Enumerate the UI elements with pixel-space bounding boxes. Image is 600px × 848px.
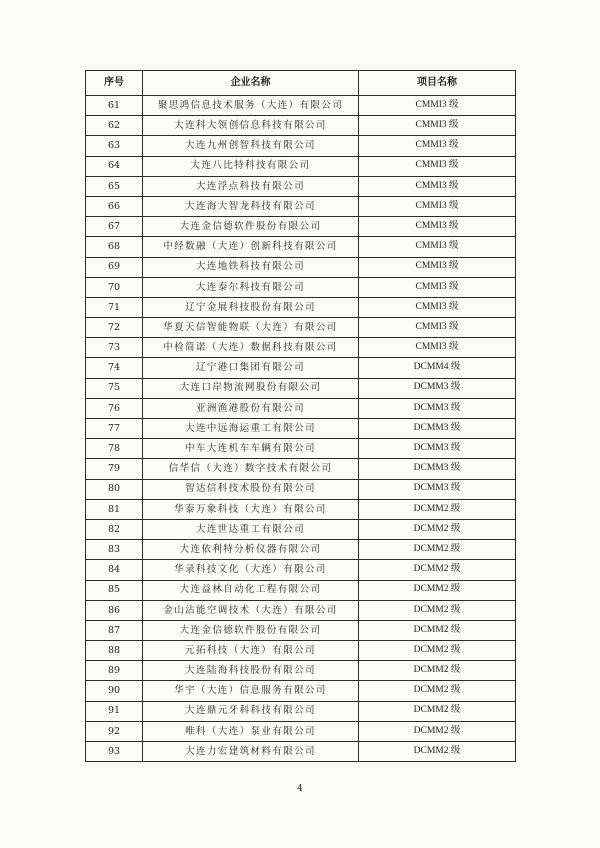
table-row [86, 742, 516, 762]
row-project: CMMI3 级 [359, 116, 516, 136]
row-company: 华宇（大连）信息服务有限公司 [143, 681, 359, 701]
row-project: DCMM3 级 [359, 479, 516, 499]
row-index: 69 [86, 257, 143, 277]
table-row [86, 499, 516, 519]
row-company: 唯科（大连）泵业有限公司 [143, 721, 359, 741]
row-index: 73 [86, 338, 143, 358]
table-row [86, 196, 516, 216]
table-row [86, 600, 516, 620]
row-index: 71 [86, 297, 143, 317]
table-row [86, 237, 516, 257]
header-company: 企业名称 [143, 71, 359, 96]
table-row [86, 641, 516, 661]
row-index: 93 [86, 742, 143, 762]
row-index: 91 [86, 701, 143, 721]
row-project: CMMI3 级 [359, 96, 516, 116]
table-row [86, 217, 516, 237]
table-row [86, 96, 516, 116]
row-company: 大连依利特分析仪器有限公司 [143, 540, 359, 560]
row-project: DCMM3 级 [359, 398, 516, 418]
row-index: 88 [86, 641, 143, 661]
row-company: 聚思鸿信息技术服务（大连）有限公司 [143, 96, 359, 116]
row-index: 72 [86, 318, 143, 338]
row-index: 62 [86, 116, 143, 136]
table-row [86, 116, 516, 136]
table-row [86, 519, 516, 539]
row-project: CMMI3 级 [359, 136, 516, 156]
row-project: DCMM2 级 [359, 519, 516, 539]
row-index: 85 [86, 580, 143, 600]
row-index: 61 [86, 96, 143, 116]
row-project: DCMM3 级 [359, 459, 516, 479]
row-project: DCMM2 级 [359, 540, 516, 560]
row-company: 中车大连机车车辆有限公司 [143, 439, 359, 459]
row-company: 辽宁港口集团有限公司 [143, 358, 359, 378]
row-company: 亚洲渔港股份有限公司 [143, 398, 359, 418]
row-company: 大连益林自动化工程有限公司 [143, 580, 359, 600]
table-row [86, 136, 516, 156]
row-company: 大连科大领创信息科技有限公司 [143, 116, 359, 136]
table-row [86, 338, 516, 358]
table-row [86, 398, 516, 418]
table-row [86, 459, 516, 479]
row-project: CMMI3 级 [359, 297, 516, 317]
row-company: 大连浮点科技有限公司 [143, 176, 359, 196]
row-index: 87 [86, 620, 143, 640]
row-company: 大连鼎元牙科科技有限公司 [143, 701, 359, 721]
row-index: 92 [86, 721, 143, 741]
row-company: 大连九州创智科技有限公司 [143, 136, 359, 156]
row-project: CMMI3 级 [359, 257, 516, 277]
row-index: 90 [86, 681, 143, 701]
row-company: 大连中远海运重工有限公司 [143, 419, 359, 439]
row-project: CMMI3 级 [359, 318, 516, 338]
row-project: CMMI3 级 [359, 176, 516, 196]
row-index: 81 [86, 499, 143, 519]
row-company: 智达信科技术股份有限公司 [143, 479, 359, 499]
table-row [86, 620, 516, 640]
row-index: 70 [86, 277, 143, 297]
row-index: 65 [86, 176, 143, 196]
row-company: 华夏天信智能物联（大连）有限公司 [143, 318, 359, 338]
row-project: CMMI3 级 [359, 277, 516, 297]
row-project: DCMM2 级 [359, 701, 516, 721]
page-number: 4 [297, 784, 303, 794]
header-project: 项目名称 [359, 71, 516, 96]
table-row [86, 257, 516, 277]
table-row [86, 156, 516, 176]
row-index: 79 [86, 459, 143, 479]
row-index: 63 [86, 136, 143, 156]
row-project: DCMM2 级 [359, 681, 516, 701]
row-index: 76 [86, 398, 143, 418]
row-company: 大连陆海科技股份有限公司 [143, 661, 359, 681]
table-body [86, 96, 516, 762]
row-company: 大连世达重工有限公司 [143, 519, 359, 539]
row-company: 华泰万象科技（大连）有限公司 [143, 499, 359, 519]
row-index: 66 [86, 196, 143, 216]
row-index: 86 [86, 600, 143, 620]
table-row [86, 358, 516, 378]
row-project: CMMI3 级 [359, 156, 516, 176]
table-header-row [86, 71, 516, 96]
row-company: 大连金信德软件股份有限公司 [143, 620, 359, 640]
table-row [86, 479, 516, 499]
row-company: 大连地铁科技有限公司 [143, 257, 359, 277]
row-project: CMMI3 级 [359, 217, 516, 237]
row-project: DCMM3 级 [359, 419, 516, 439]
table-row [86, 176, 516, 196]
row-project: DCMM2 级 [359, 600, 516, 620]
row-project: DCMM2 级 [359, 620, 516, 640]
row-project: DCMM3 级 [359, 378, 516, 398]
row-project: DCMM3 级 [359, 439, 516, 459]
table-row [86, 419, 516, 439]
table-row [86, 277, 516, 297]
row-project: CMMI3 级 [359, 237, 516, 257]
row-index: 75 [86, 378, 143, 398]
row-index: 67 [86, 217, 143, 237]
row-index: 82 [86, 519, 143, 539]
row-company: 华录科技文化（大连）有限公司 [143, 560, 359, 580]
row-index: 77 [86, 419, 143, 439]
table-row [86, 580, 516, 600]
table-row [86, 439, 516, 459]
row-index: 64 [86, 156, 143, 176]
row-company: 大连口岸物流网股份有限公司 [143, 378, 359, 398]
table-row [86, 318, 516, 338]
table-row [86, 701, 516, 721]
table-row [86, 721, 516, 741]
row-company: 元拓科技（大连）有限公司 [143, 641, 359, 661]
table-row [86, 560, 516, 580]
row-company: 金山沾能空调技术（大连）有限公司 [143, 600, 359, 620]
row-index: 80 [86, 479, 143, 499]
row-project: CMMI3 级 [359, 338, 516, 358]
row-index: 78 [86, 439, 143, 459]
header-index: 序号 [86, 71, 143, 96]
row-company: 大连泰尔科技有限公司 [143, 277, 359, 297]
row-index: 84 [86, 560, 143, 580]
table-row [86, 297, 516, 317]
row-company: 中经数融（大连）创新科技有限公司 [143, 237, 359, 257]
row-company: 大连金信德软件股份有限公司 [143, 217, 359, 237]
row-company: 大连海大智龙科技有限公司 [143, 196, 359, 216]
row-project: DCMM4 级 [359, 358, 516, 378]
enterprise-table [85, 70, 516, 762]
row-project: DCMM2 级 [359, 661, 516, 681]
row-company: 中检简诺（大连）数据科技有限公司 [143, 338, 359, 358]
row-project: DCMM2 级 [359, 560, 516, 580]
row-index: 68 [86, 237, 143, 257]
row-index: 83 [86, 540, 143, 560]
row-project: DCMM2 级 [359, 641, 516, 661]
table-row [86, 378, 516, 398]
row-project: DCMM2 级 [359, 499, 516, 519]
row-project: DCMM2 级 [359, 721, 516, 741]
row-company: 辽宁金展科技股份有限公司 [143, 297, 359, 317]
row-project: DCMM2 级 [359, 580, 516, 600]
row-index: 89 [86, 661, 143, 681]
table-row [86, 540, 516, 560]
row-company: 大连力宏建筑材料有限公司 [143, 742, 359, 762]
row-index: 74 [86, 358, 143, 378]
row-project: CMMI3 级 [359, 196, 516, 216]
table-row [86, 661, 516, 681]
row-project: DCMM2 级 [359, 742, 516, 762]
row-company: 大连八比特科技有限公司 [143, 156, 359, 176]
row-company: 信华信（大连）数字技术有限公司 [143, 459, 359, 479]
table-row [86, 681, 516, 701]
